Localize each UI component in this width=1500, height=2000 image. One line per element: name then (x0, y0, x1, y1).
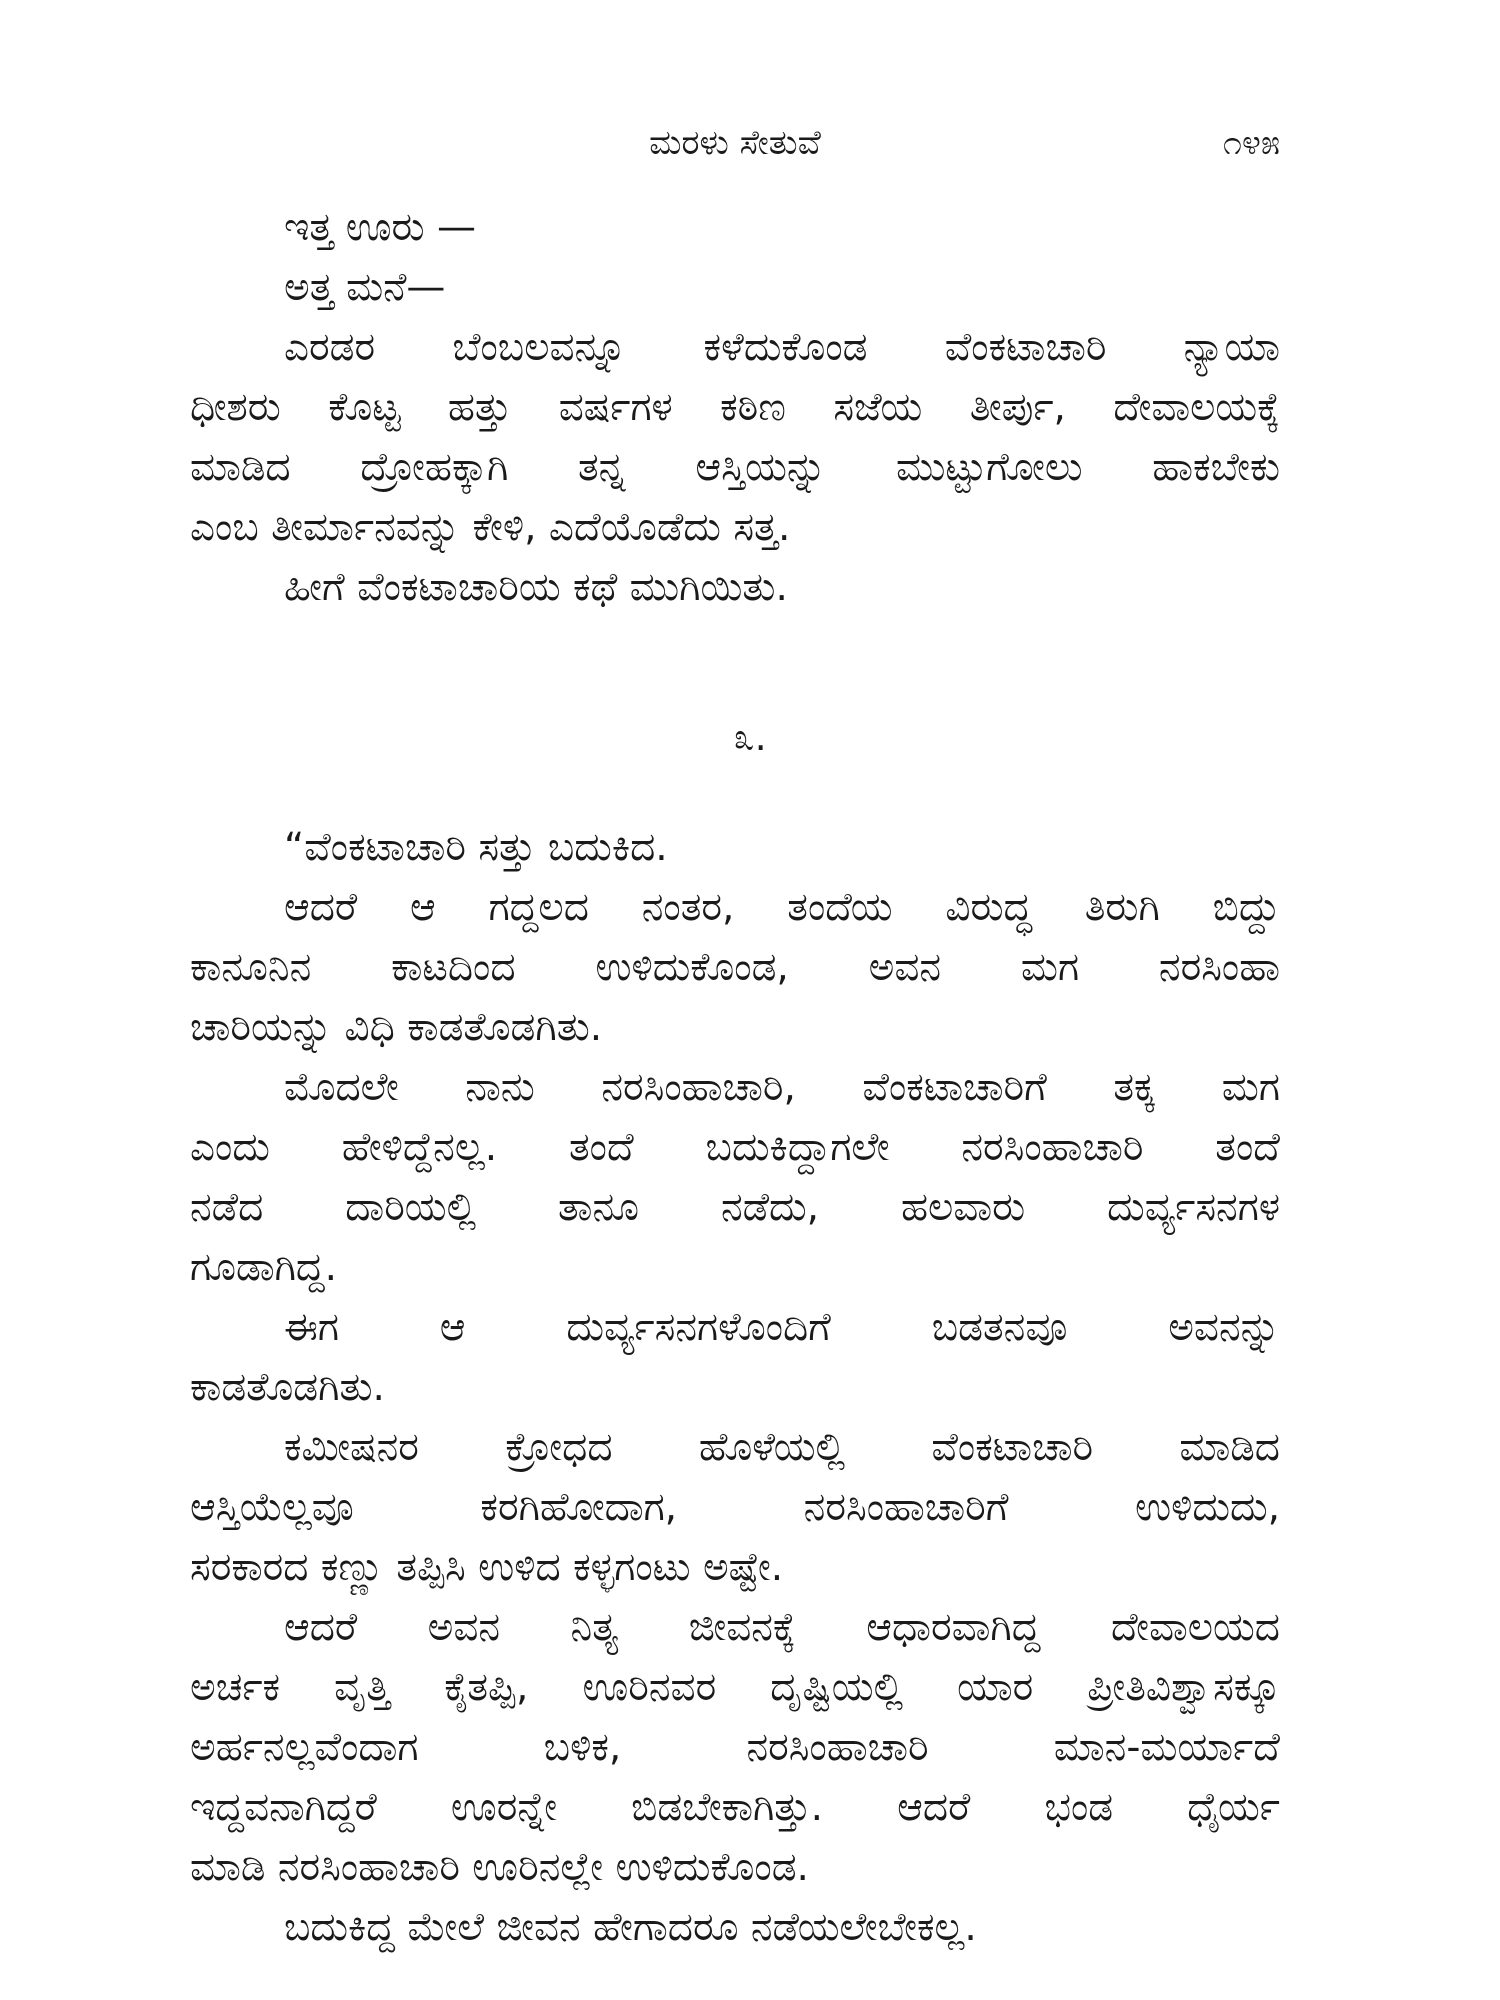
text-block-bottom (190, 818, 1280, 1958)
text-block-top (190, 198, 1280, 618)
text-line: ಆದರೆ ಆ ಗದ್ದಲದ ನಂತರ, ತಂದೆಯ ವಿರುದ್ಧ ತಿರುಗಿ ಬಿದ್ದು (284, 885, 1280, 930)
text-line: ಅರ್ಚಕ ವೃತ್ತಿ ಕೈತಪ್ಪಿ, ಊರಿನವರ ದೃಷ್ಟಿಯಲ್ಲಿ ಯಾರ ಪ್ರೀತಿವಿಶ್ವಾಸಕ್ಕೂ (190, 1665, 1280, 1710)
text-line: ಎಂಬ ತೀರ್ಮಾನವನ್ನು ಕೇಳಿ, ಎದೆಯೊಡೆದು ಸತ್ತ. (190, 505, 791, 550)
text-line: ಮಾಡಿ ನರಸಿಂಹಾಚಾರಿ ಊರಿನಲ್ಲೇ ಉಳಿದುಕೊಂಡ. (190, 1845, 809, 1890)
text-line: ಇದ್ದವನಾಗಿದ್ದರೆ ಊರನ್ನೇ ಬಿಡಬೇಕಾಗಿತ್ತು. ಆದರೆ ಭಂಡ ಧೈರ್ಯ (190, 1785, 1280, 1830)
text-line: ಗೂಡಾಗಿದ್ದ. (190, 1245, 338, 1290)
text-line: ಅತ್ತ ಮನೆ— (284, 265, 446, 310)
text-line: ಹೀಗೆ ವೆಂಕಟಾಚಾರಿಯ ಕಥೆ ಮುಗಿಯಿತು. (284, 565, 788, 610)
text-line: “ವೆಂಕಟಾಚಾರಿ ಸತ್ತು ಬದುಕಿದ. (284, 825, 668, 870)
text-line: ಕಾನೂನಿನ ಕಾಟದಿಂದ ಉಳಿದುಕೊಂಡ, ಅವನ ಮಗ ನರಸಿಂಹಾ (190, 945, 1280, 990)
text-line: ಮೊದಲೇ ನಾನು ನರಸಿಂಹಾಚಾರಿ, ವೆಂಕಟಾಚಾರಿಗೆ ತಕ್ಕ ಮಗ (284, 1065, 1280, 1110)
text-line: ಆದರೆ ಅವನ ನಿತ್ಯ ಜೀವನಕ್ಕೆ ಆಧಾರವಾಗಿದ್ದ ದೇವಾಲಯದ (284, 1605, 1280, 1650)
text-line: ಈಗ ಆ ದುರ್ವ್ಯಸನಗಳೊಂದಿಗೆ ಬಡತನವೂ ಅವನನ್ನು (284, 1305, 1280, 1350)
text-line: ಅರ್ಹನಲ್ಲವೆಂದಾಗ ಬಳಿಕ, ನರಸಿಂಹಾಚಾರಿ ಮಾನ-ಮರ್ಯಾದೆ (190, 1725, 1280, 1770)
running-title: ಮರಳು ಸೇತುವೆ (649, 123, 821, 163)
text-line: ಎಂದು ಹೇಳಿದ್ದೆನಲ್ಲ. ತಂದೆ ಬದುಕಿದ್ದಾಗಲೇ ನರಸಿಂಹಾಚಾರಿ ತಂದೆ (190, 1125, 1280, 1170)
page-number: ೧೪೫ (1222, 123, 1280, 163)
text-line: ಆಸ್ತಿಯೆಲ್ಲವೂ ಕರಗಿಹೋದಾಗ, ನರಸಿಂಹಾಚಾರಿಗೆ ಉಳಿದುದು, (190, 1485, 1280, 1530)
page-header (190, 118, 1280, 168)
text-line: ಬದುಕಿದ್ದ ಮೇಲೆ ಜೀವನ ಹೇಗಾದರೂ ನಡೆಯಲೇಬೇಕಲ್ಲ. (284, 1905, 977, 1950)
section-number: ೩. (733, 715, 767, 759)
text-line: ಎರಡರ ಬೆಂಬಲವನ್ನೂ ಕಳೆದುಕೊಂಡ ವೆಂಕಟಾಚಾರಿ ನ್ಯಾಯಾ (284, 325, 1280, 370)
text-line: ನಡೆದ ದಾರಿಯಲ್ಲಿ ತಾನೂ ನಡೆದು, ಹಲವಾರು ದುರ್ವ್ಯಸನಗಳ (190, 1185, 1280, 1230)
text-line: ಸರಕಾರದ ಕಣ್ಣು ತಪ್ಪಿಸಿ ಉಳಿದ ಕಳ್ಳಗಂಟು ಅಷ್ಟೇ. (190, 1545, 784, 1590)
text-line: ಧೀಶರು ಕೊಟ್ಟ ಹತ್ತು ವರ್ಷಗಳ ಕಠಿಣ ಸಜೆಯ ತೀರ್ಪು, ದೇವಾಲಯಕ್ಕೆ (190, 385, 1280, 430)
text-line: ಮಾಡಿದ ದ್ರೋಹಕ್ಕಾಗಿ ತನ್ನ ಆಸ್ತಿಯನ್ನು ಮುಟ್ಟುಗೋಲು ಹಾಕಬೇಕು (190, 445, 1280, 490)
text-line: ಕಮೀಷನರ ಕ್ರೋಧದ ಹೊಳೆಯಲ್ಲಿ ವೆಂಕಟಾಚಾರಿ ಮಾಡಿದ (284, 1425, 1280, 1470)
text-line: ಚಾರಿಯನ್ನು ವಿಧಿ ಕಾಡತೊಡಗಿತು. (190, 1005, 603, 1050)
text-line: ಕಾಡತೊಡಗಿತು. (190, 1365, 385, 1410)
text-line: ಇತ್ತ ಊರು — (284, 205, 476, 250)
